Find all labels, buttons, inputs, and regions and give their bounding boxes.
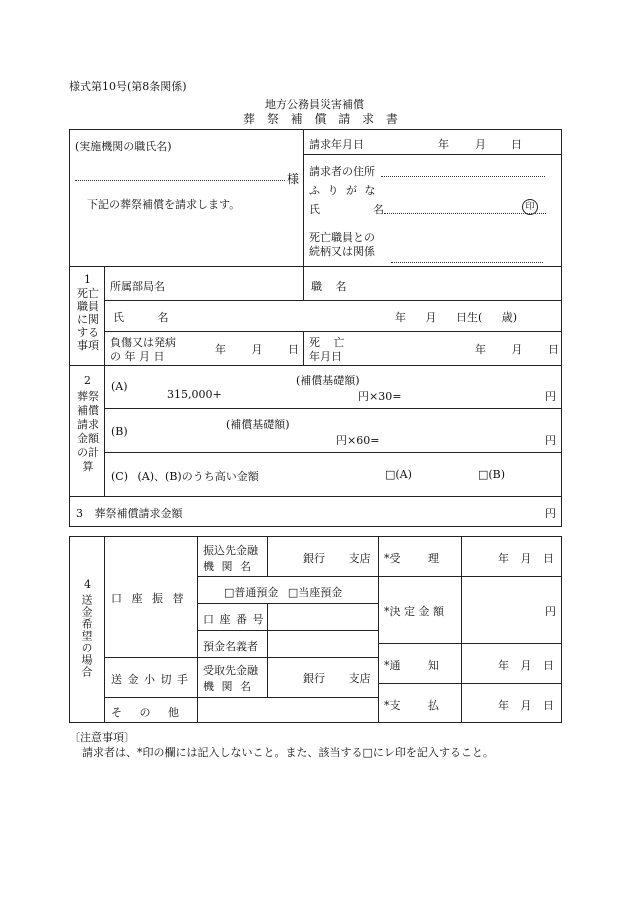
claimant-name-field[interactable] [384,213,546,214]
name-label-mei: 名 [373,203,384,216]
birth-date-label: 年 月 日生( 歳) [395,311,518,324]
deceased-name-label: 氏 名 [113,311,169,324]
office-notice-date: 年 月 日 [498,659,554,672]
calc-a-yen: 円 [545,390,556,403]
form-number: 様式第10号(第8条関係) [69,80,187,93]
calc-b-base-label: (補償基礎額) [226,418,290,431]
request-year-unit: 年 [438,138,449,151]
name-label-shi: 氏 [309,203,320,216]
address-field[interactable] [381,176,545,177]
section2-number: 2 [84,374,91,387]
agency-name-field[interactable] [75,180,285,181]
request-statement: 下記の葬祭補償を請求します。 [87,198,241,211]
position-label: 職 名 [311,280,347,293]
calc-b-formula: 円×60= [336,434,380,447]
relation-field[interactable] [391,262,543,263]
form-title-line2: 葬 祭 補 償 請 求 書 [243,112,402,126]
recv-bank-label-1: 受取先金融 [203,664,258,677]
transfer-label: 口 座 振 替 [111,592,184,605]
section1-number: 1 [84,273,91,286]
check-label: 送 金 小 切 手 [111,673,188,686]
notes-title: 〔注意事項〕 [69,731,135,744]
relation-label-line2: 続柄又は関係 [309,245,375,258]
relation-label-line1: 死亡職員との [309,231,375,244]
bank-branch[interactable]: 銀行 支店 [303,552,371,565]
office-payment-date: 年 月 日 [498,699,554,712]
calc-a-amount: 315,000+ [167,388,222,401]
agency-label: (実施機関の職氏名) [75,140,172,153]
request-day-unit: 日 [511,138,522,151]
recv-bank-branch[interactable]: 銀行 支店 [303,672,371,685]
account-holder-label: 預金名義者 [203,640,258,653]
calc-c-text: (C) (A)、(B)のうち高い金額 [111,470,259,483]
deposit-type-options[interactable]: □普通預金 □当座預金 [224,586,343,599]
injury-date-ymd: 年 月 日 [215,343,299,356]
office-payment-label: *支 払 [384,699,439,712]
section1-label: 死亡 職員 に関 する 事項 [77,287,99,352]
office-receipt-label: *受 理 [384,552,439,565]
account-number-label: 口 座 番 号 [203,613,264,626]
other-label: そ の 他 [111,706,179,719]
death-date-label-1: 死 亡 [309,336,345,349]
death-date-label-2: 年月日 [309,350,342,363]
calc-a-base-label: (補償基礎額) [296,374,360,387]
seal-mark: 印 [522,199,538,215]
injury-date-label-1: 負傷又は発病 [110,336,176,349]
recv-bank-label-2: 機 関 名 [203,680,251,693]
calc-a-formula: 円×30= [358,390,402,403]
calc-b-label: (B) [111,425,128,438]
form-title-line1: 地方公務員災害補償 [265,98,364,111]
calc-c-option-a[interactable]: □(A) [385,468,412,481]
bank-label-2: 機 関 名 [203,560,251,573]
section3-label: 3 葬祭補償請求金額 [76,507,183,520]
calc-c-option-b[interactable]: □(B) [478,468,506,481]
death-date-ymd: 年 月 日 [475,343,559,356]
section4-label: 送金希望の場合 [80,594,93,678]
office-amount-yen: 円 [545,605,556,618]
office-receipt-date: 年 月 日 [498,552,554,565]
section3-yen: 円 [545,507,556,520]
injury-date-label-2: の 年 月 日 [110,350,165,363]
section2-label: 葬祭 補償 請求 金額 の計 算 [77,390,99,473]
request-date-label: 請求年月日 [309,138,364,151]
sama-suffix: 様 [287,172,300,186]
bank-label-1: 振込先金融 [203,544,258,557]
calc-a-label: (A) [111,380,128,393]
request-month-unit: 月 [475,138,486,151]
calc-b-yen: 円 [545,434,556,447]
notes-text: 請求者は、*印の欄には記入しないこと。また、該当する□にレ印を記入すること。 [82,746,494,759]
office-amount-label: *決 定 金 額 [384,605,444,618]
address-label: 請求者の住所 [309,165,375,178]
dept-label: 所属部局名 [110,280,165,293]
office-notice-label: *通 知 [384,659,439,672]
furigana-label: ふ り が な [309,184,378,197]
section4-number: 4 [84,578,91,591]
